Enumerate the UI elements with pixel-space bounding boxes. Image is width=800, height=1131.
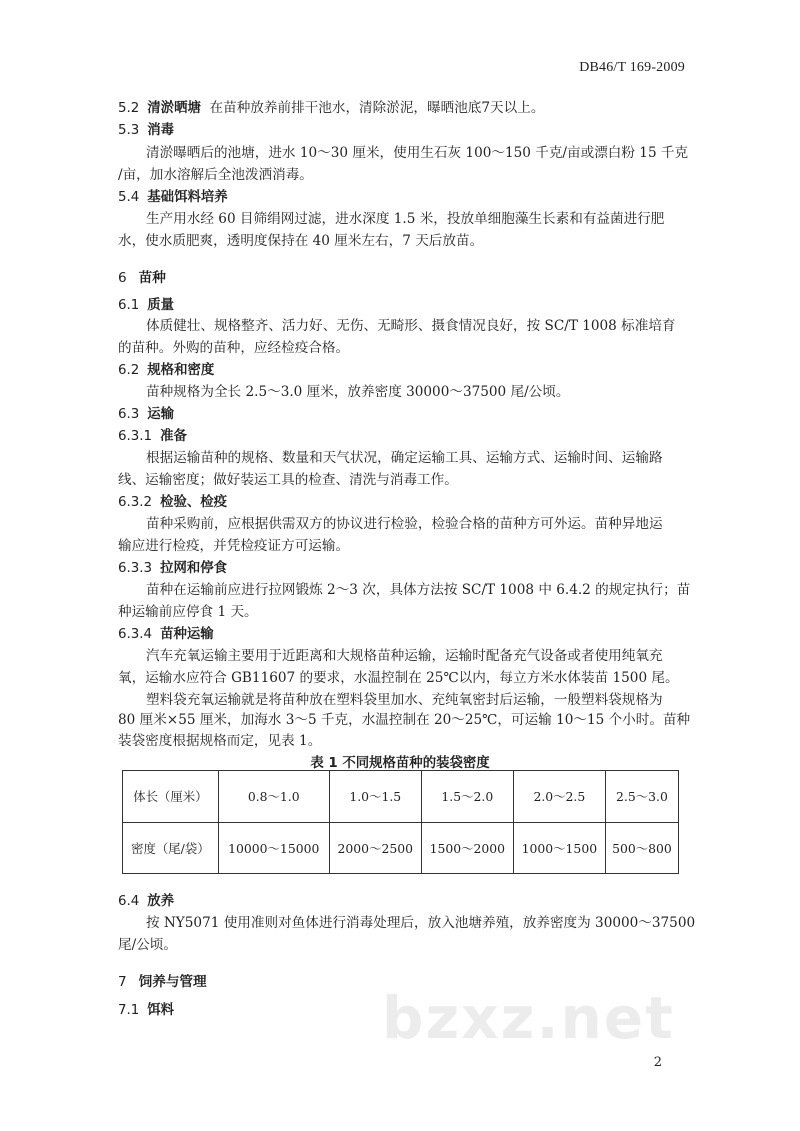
section-6-3-4-heading	[118, 626, 214, 643]
section-6-4-heading	[118, 893, 174, 910]
table-cell: 2.0～2.5	[513, 771, 605, 823]
section-number: 5.3	[118, 123, 140, 138]
paragraph-line: 种运输前应停食 1 天。	[118, 604, 258, 620]
section-title: 苗种运输	[160, 627, 214, 642]
section-6-3-1-heading	[118, 428, 187, 445]
table-caption: 表 1 不同规格苗种的装袋密度	[310, 756, 490, 771]
section-number: 6.1	[118, 298, 140, 313]
paragraph-line: 按 NY5071 使用准则对鱼体进行消毒处理后，放入池塘养殖，放养密度为 30000～37500	[146, 915, 696, 931]
table-row-density	[123, 822, 679, 874]
table-cell: 10000～15000	[218, 822, 329, 874]
chapter-number: 6	[118, 270, 127, 286]
paragraph-line: 80 厘米×55 厘米，加海水 3～5 千克，水温控制在 20～25℃，可运输 10～15 个小时。苗种	[118, 712, 691, 728]
table-cell: 1.0～1.5	[329, 771, 421, 823]
table-cell: 1500～2000	[421, 822, 513, 874]
section-text: 在苗种放养前排干池水，清除淤泥，曝晒池底7天以上。	[209, 100, 545, 116]
section-6-3-2-heading	[118, 494, 227, 511]
table-cell: 500～800	[605, 822, 678, 874]
paragraph-line: 苗种规格为全长 2.5～3.0 厘米，放养密度 30000～37500 尾/公顷。	[146, 384, 570, 400]
section-number: 6.4	[118, 894, 140, 909]
section-title: 拉网和停食	[160, 561, 228, 576]
paragraph-line: 苗种采购前，应根据供需双方的协议进行检验，检验合格的苗种方可外运。苗种异地运	[146, 516, 663, 532]
section-number: 6.3.4	[118, 627, 153, 642]
table-row-length	[123, 771, 679, 823]
section-number: 6.3.3	[118, 561, 153, 576]
section-5-3-heading	[118, 122, 174, 139]
paragraph-line: 苗种在运输前应进行拉网锻炼 2～3 次，具体方法按 SC/T 1008 中 6.4.2 的规定执行；苗	[146, 582, 691, 598]
section-title: 规格和密度	[147, 363, 215, 378]
table-cell: 密度（尾/袋）	[123, 822, 219, 874]
watermark: bzxz.net	[382, 984, 675, 1052]
section-5-4-heading	[118, 189, 228, 206]
section-6-3-3-heading	[118, 560, 227, 577]
section-number: 6.3.2	[118, 495, 153, 510]
section-6-1-heading	[118, 297, 174, 314]
table-cell: 1000～1500	[513, 822, 605, 874]
section-7-1-heading	[118, 1002, 174, 1019]
section-5-2	[118, 100, 544, 117]
section-number: 5.2	[118, 101, 140, 116]
table-cell: 2.5～3.0	[605, 771, 678, 823]
paragraph-line: 输应进行检疫，并凭检疫证方可运输。	[118, 538, 350, 554]
paragraph-line: 氧，运输水应符合 GB11607 的要求，水温控制在 25℃以内，每立方米水体装苗 1500 尾。	[118, 670, 679, 686]
document-code: DB46/T 169-2009	[579, 60, 685, 75]
page-number: 2	[653, 1055, 662, 1070]
chapter-number: 7	[118, 974, 127, 990]
chapter-title: 饲养与管理	[138, 974, 207, 990]
chapter-6-heading	[118, 266, 166, 286]
chapter-7-heading	[118, 970, 207, 990]
section-title: 饵料	[147, 1003, 175, 1018]
section-title: 清淤晒塘	[147, 101, 201, 116]
section-number: 5.4	[118, 190, 140, 205]
paragraph-line: 装袋密度根据规格而定，见表 1。	[118, 733, 322, 749]
paragraph-line: 线、运输密度；做好装运工具的检查、清洗与消毒工作。	[118, 472, 458, 488]
chapter-title: 苗种	[138, 270, 166, 286]
table-cell: 2000～2500	[329, 822, 421, 874]
table-cell: 0.8～1.0	[218, 771, 329, 823]
section-title: 质量	[147, 298, 175, 313]
table-1	[122, 770, 679, 874]
section-number: 6.2	[118, 363, 140, 378]
paragraph-line: /亩，加水溶解后全池泼洒消毒。	[118, 167, 313, 183]
section-title: 运输	[147, 407, 175, 422]
paragraph-line: 塑料袋充氧运输就是将苗种放在塑料袋里加水、充纯氧密封后运输，一般塑料袋规格为	[146, 692, 663, 708]
section-6-3-heading	[118, 406, 174, 423]
paragraph-line: 根据运输苗种的规格、数量和天气状况，确定运输工具、运输方式、运输时间、运输路	[146, 450, 663, 466]
section-number: 7.1	[118, 1003, 140, 1018]
paragraph-line: 尾/公顷。	[118, 937, 177, 953]
section-title: 检验、检疫	[160, 495, 228, 510]
section-title: 消毒	[147, 123, 175, 138]
section-number: 6.3.1	[118, 429, 153, 444]
section-title: 基础饵料培养	[147, 190, 228, 205]
section-title: 准备	[160, 429, 187, 444]
table-cell: 1.5～2.0	[421, 771, 513, 823]
section-6-2-heading	[118, 362, 214, 379]
table-cell: 体长（厘米）	[123, 771, 219, 823]
paragraph-line: 清淤曝晒后的池塘，进水 10～30 厘米，使用生石灰 100～150 千克/亩或漂白粉 15 千克	[146, 145, 689, 161]
paragraph-line: 汽车充氧运输主要用于近距离和大规格苗种运输，运输时配备充气设备或者使用纯氧充	[146, 648, 663, 664]
paragraph-line: 生产用水经 60 目筛绢网过滤，进水深度 1.5 米，投放单细胞藻生长素和有益菌进行肥	[146, 211, 665, 227]
paragraph-line: 水，使水质肥爽，透明度保持在 40 厘米左右，7 天后放苗。	[118, 233, 484, 249]
section-title: 放养	[147, 894, 175, 909]
section-number: 6.3	[118, 407, 140, 422]
paragraph-line: 的苗种。外购的苗种，应经检疫合格。	[118, 340, 350, 356]
paragraph-line: 体质健壮、规格整齐、活力好、无伤、无畸形、摄食情况良好，按 SC/T 1008 标准培育	[146, 318, 676, 334]
